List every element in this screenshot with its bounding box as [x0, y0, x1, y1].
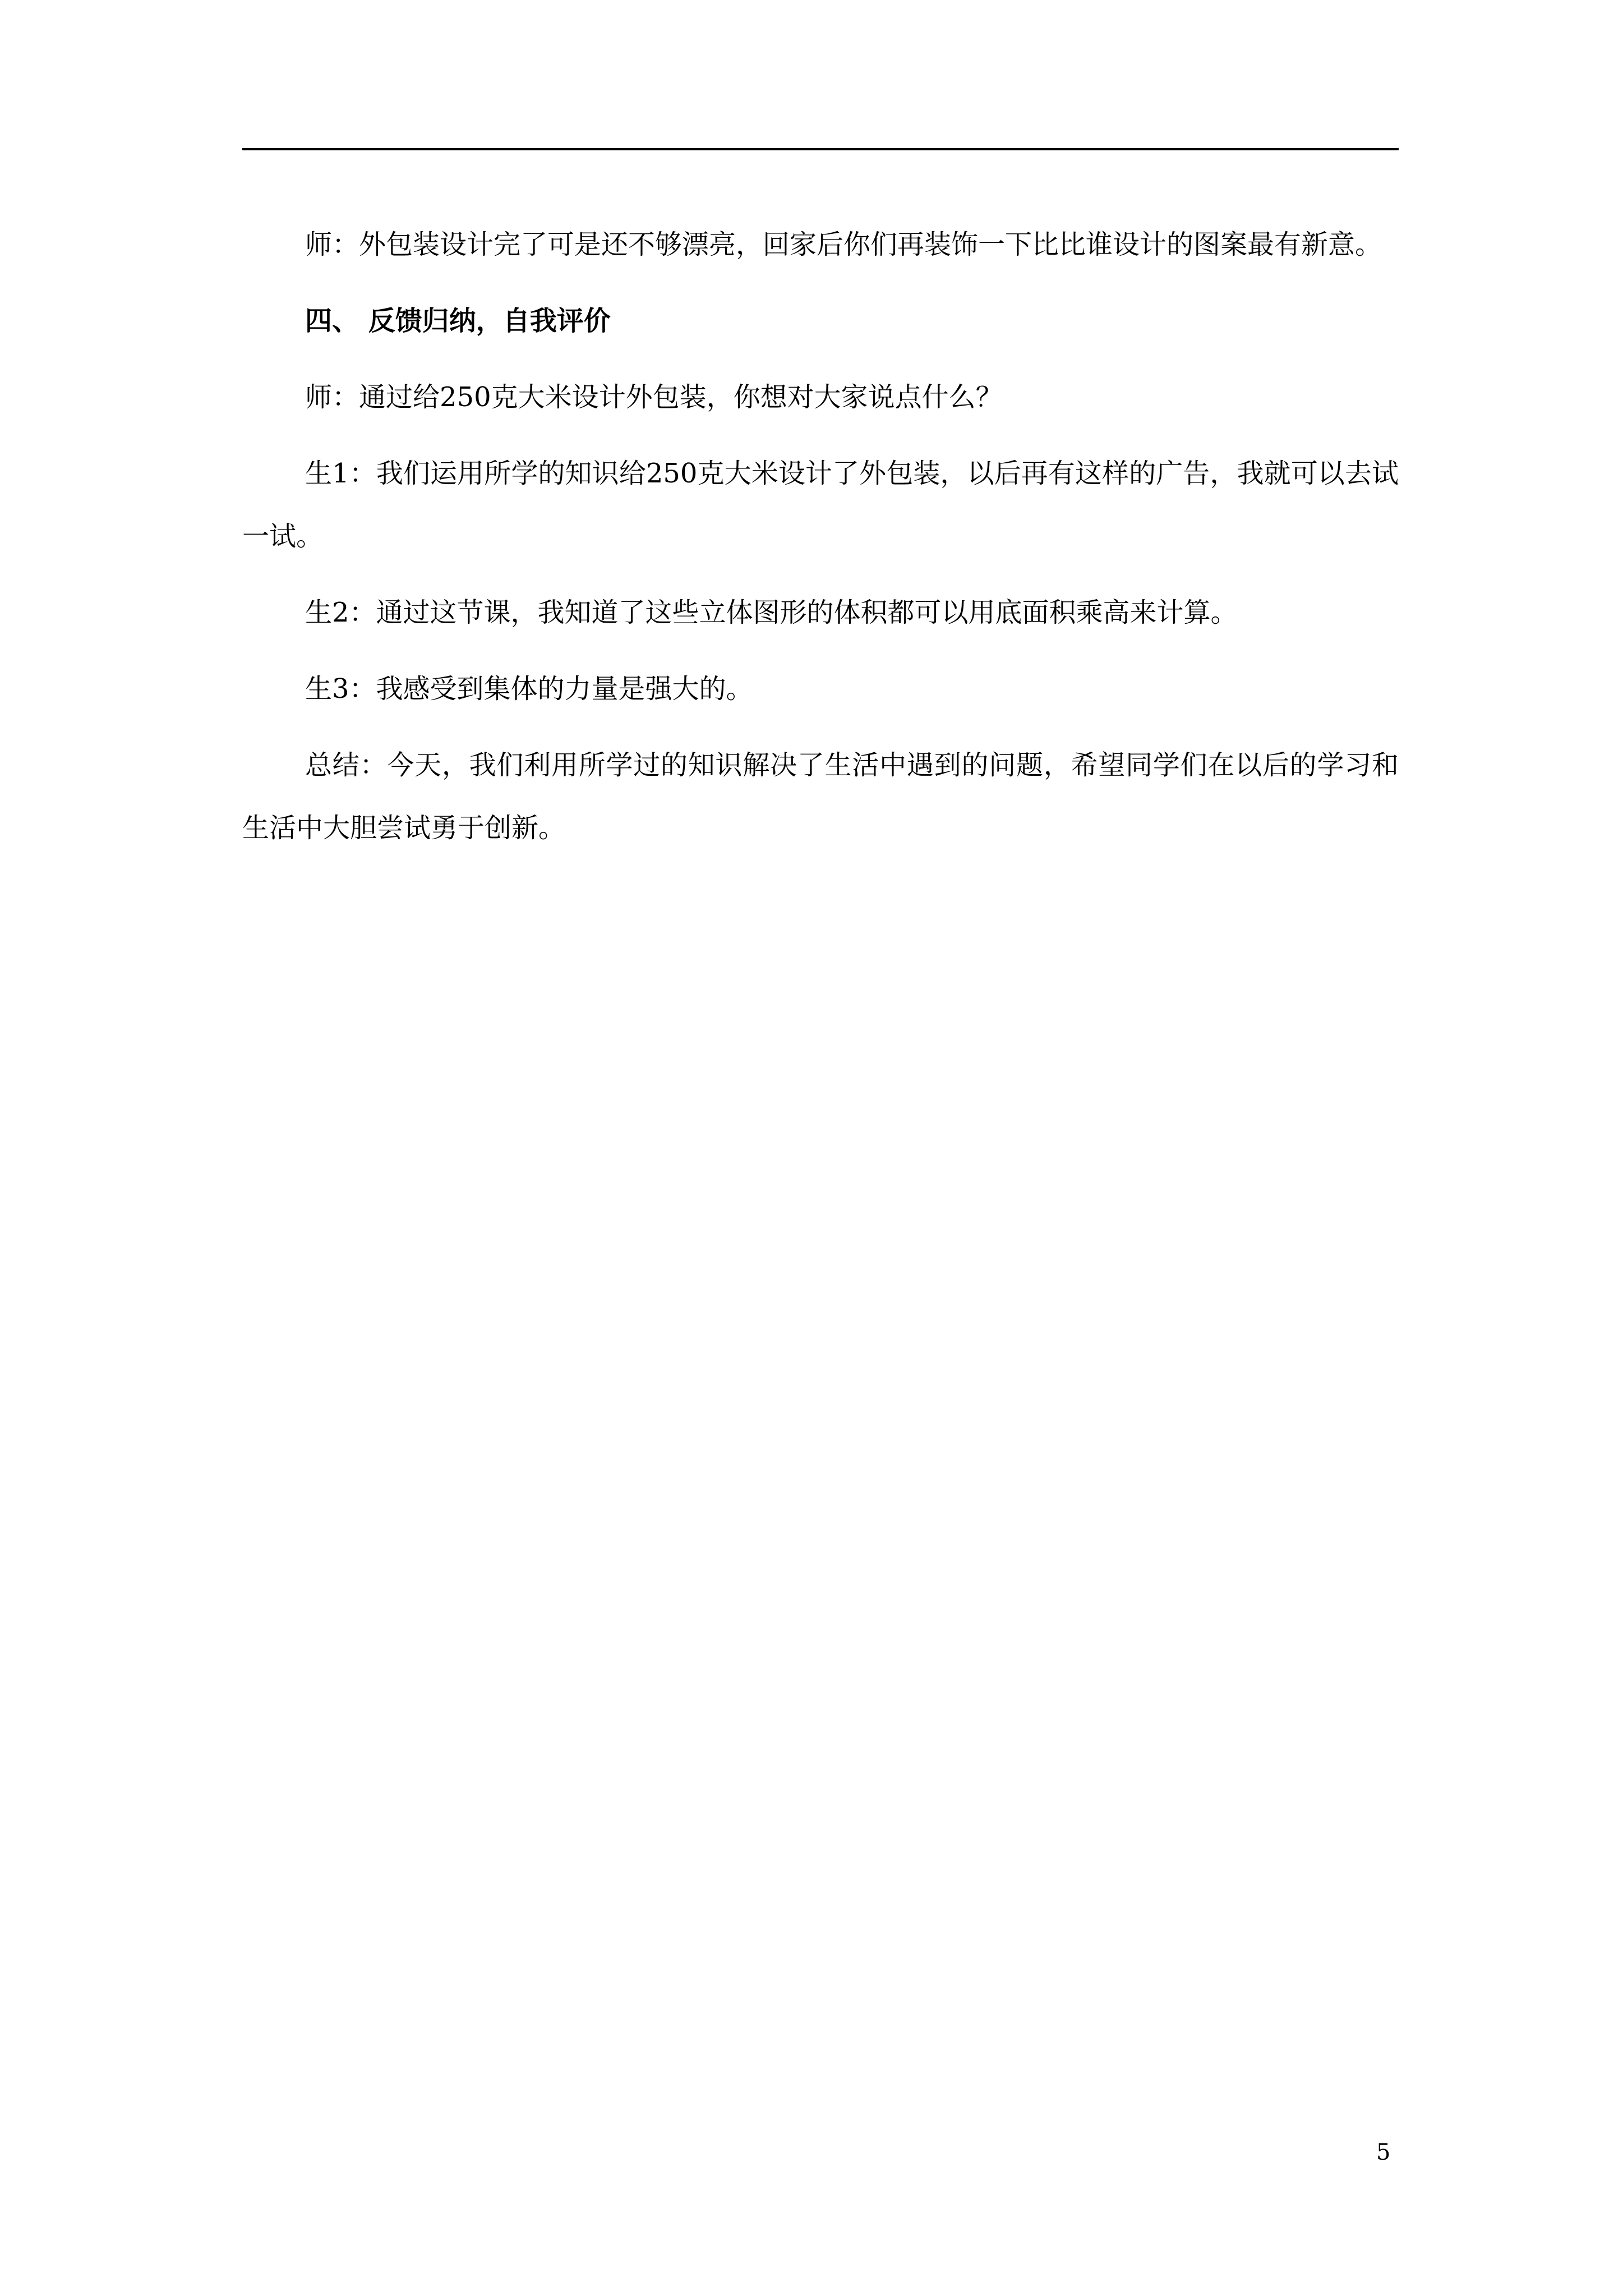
paragraph-summary: 总结：今天，我们利用所学过的知识解决了生活中遇到的问题，希望同学们在以后的学习和生活中大胆尝试勇于创新。	[242, 749, 1399, 844]
paragraph-teacher-closing: 师：外包装设计完了可是还不够漂亮，回家后你们再装饰一下比比谁设计的图案最有新意。	[305, 229, 1382, 260]
paragraph-teacher-question: 师：通过给250克大米设计外包装，你想对大家说点什么？	[305, 381, 1003, 413]
paragraph-student-3: 生3：我感受到集体的力量是强大的。	[305, 673, 753, 705]
page-number: 5	[1376, 2139, 1391, 2165]
paragraph-student-2: 生2：通过这节课，我知道了这些立体图形的体积都可以用底面积乘高来计算。	[305, 597, 1238, 628]
header-rule	[242, 148, 1399, 150]
paragraph-student-1: 生1：我们运用所学的知识给250克大米设计了外包装，以后再有这样的广告，我就可以去试一试。	[242, 458, 1399, 552]
section-heading: 四、 反馈归纳，自我评价	[305, 305, 611, 337]
document-body	[242, 213, 1399, 859]
